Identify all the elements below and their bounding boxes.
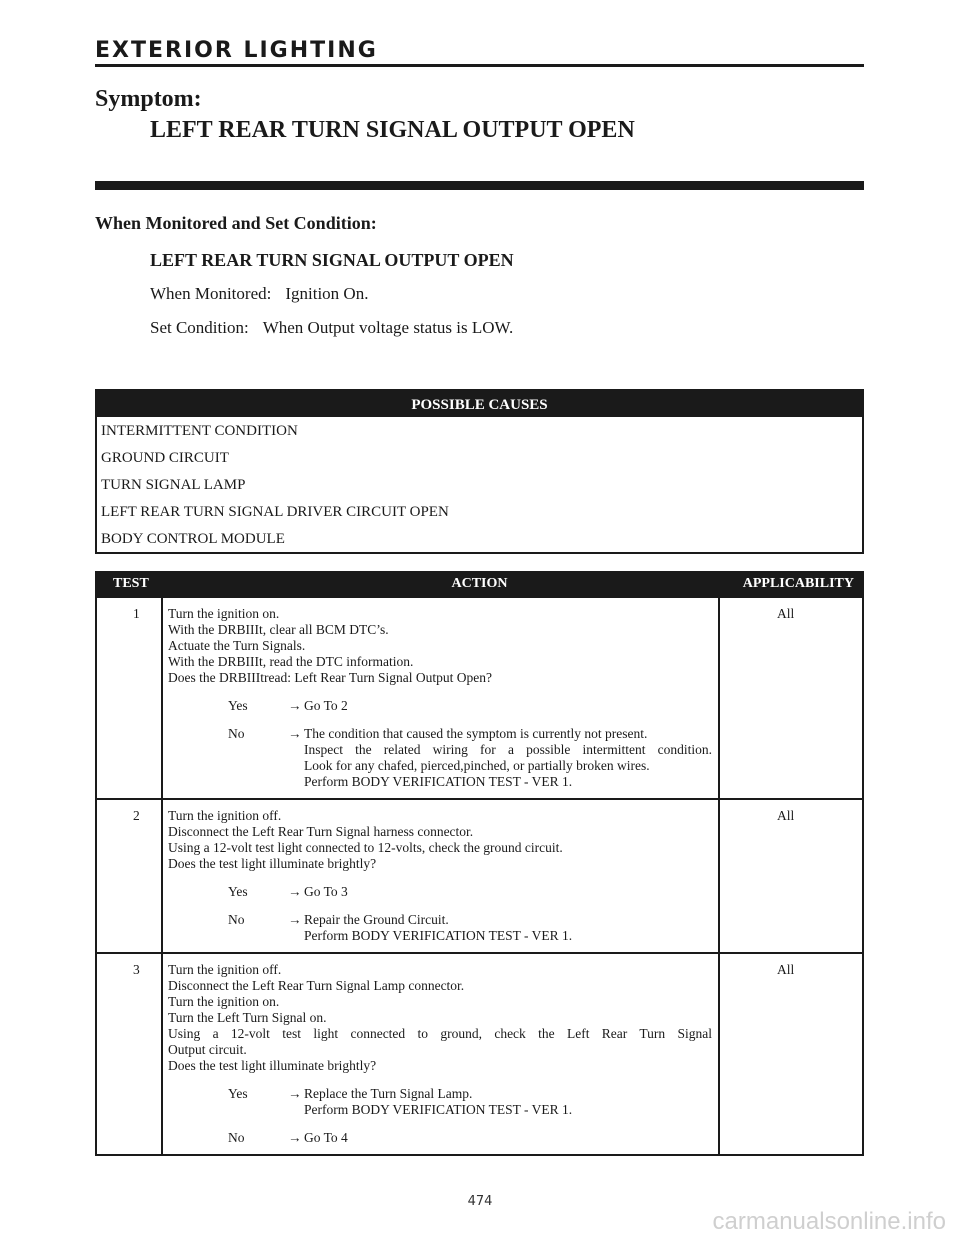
no-result: Perform BODY VERIFICATION TEST - VER 1.: [304, 774, 573, 789]
test-row: [97, 596, 862, 798]
yes-result: Go To 3: [304, 884, 348, 899]
set-condition-value: When Output voltage status is LOW.: [262, 318, 514, 337]
cause-item: INTERMITTENT CONDITION: [101, 423, 298, 439]
no-result: Perform BODY VERIFICATION TEST - VER 1.: [304, 928, 573, 943]
symptom-name: LEFT REAR TURN SIGNAL OUTPUT OPEN: [150, 117, 635, 143]
action-step: Does the DRBIIItread: Left Rear Turn Signal Output Open?: [168, 670, 492, 685]
symptom-rule: [95, 181, 864, 190]
arrow-icon: →: [288, 884, 302, 899]
applicability-value: All: [777, 808, 795, 823]
arrow-icon: →: [288, 1086, 302, 1101]
yes-label: Yes: [228, 884, 248, 899]
yes-answer: [168, 884, 712, 900]
action-step: Turn the ignition on.: [168, 994, 280, 1009]
cause-item: TURN SIGNAL LAMP: [101, 477, 246, 493]
no-result: Repair the Ground Circuit.: [304, 912, 449, 927]
test-row: [97, 952, 862, 1154]
no-result: Inspect the related wiring for a possible intermittent condition.: [304, 742, 712, 757]
applicability-value: All: [777, 606, 795, 621]
set-condition-line: [150, 318, 513, 338]
test-table: [95, 571, 864, 1156]
page-number: 474: [467, 1194, 493, 1209]
cause-item: BODY CONTROL MODULE: [101, 531, 285, 547]
monitor-title: When Monitored and Set Condition:: [95, 213, 377, 233]
action-step: With the DRBIIIt, read the DTC information.: [168, 654, 414, 669]
yes-answer: [168, 1086, 712, 1118]
test-action: [163, 954, 720, 1154]
cause-item: LEFT REAR TURN SIGNAL DRIVER CIRCUIT OPEN: [101, 504, 449, 520]
arrow-icon: →: [288, 726, 302, 741]
action-step: Using a 12-volt test light connected to 12-volts, check the ground circuit.: [168, 840, 563, 855]
header-rule: [95, 64, 864, 67]
no-result: Go To 4: [304, 1130, 348, 1145]
header-applicability: APPLICABILITY: [742, 576, 854, 591]
no-label: No: [228, 726, 245, 741]
action-step: Using a 12-volt test light connected to ground, check the Left Rear Turn Signal: [168, 1026, 712, 1041]
yes-result: Perform BODY VERIFICATION TEST - VER 1.: [304, 1102, 573, 1117]
no-answer: [168, 726, 712, 790]
no-label: No: [228, 1130, 245, 1145]
no-result: Look for any chafed, pierced,pinched, or partially broken wires.: [304, 758, 650, 773]
symptom-label: Symptom:: [95, 86, 202, 112]
action-step: Actuate the Turn Signals.: [168, 638, 306, 653]
action-step: Turn the ignition off.: [168, 962, 282, 977]
no-result: The condition that caused the symptom is currently not present.: [304, 726, 648, 741]
possible-causes-header: POSSIBLE CAUSES: [97, 391, 862, 417]
yes-result: Replace the Turn Signal Lamp.: [304, 1086, 473, 1101]
no-label: No: [228, 912, 245, 927]
header-action: ACTION: [451, 576, 508, 591]
action-step: Turn the Left Turn Signal on.: [168, 1010, 327, 1025]
test-number: 3: [133, 962, 140, 977]
action-step: Output circuit.: [168, 1042, 247, 1057]
arrow-icon: →: [288, 1130, 302, 1145]
possible-causes-table: [95, 389, 864, 554]
action-step: Turn the ignition on.: [168, 606, 280, 621]
monitor-subtitle: LEFT REAR TURN SIGNAL OUTPUT OPEN: [150, 250, 514, 270]
test-table-header: [97, 571, 862, 596]
action-step: Does the test light illuminate brightly?: [168, 1058, 377, 1073]
no-answer: [168, 1130, 712, 1146]
action-step: With the DRBIIIt, clear all BCM DTC’s.: [168, 622, 389, 637]
header-test: TEST: [113, 576, 149, 591]
no-answer: [168, 912, 712, 944]
set-condition-label: Set Condition:: [150, 318, 249, 337]
test-action: [163, 800, 720, 952]
yes-label: Yes: [228, 698, 248, 713]
yes-answer: [168, 698, 712, 714]
applicability-value: All: [777, 962, 795, 977]
watermark: carmanualsonline.info: [712, 1208, 946, 1235]
cause-item: GROUND CIRCUIT: [101, 450, 229, 466]
arrow-icon: →: [288, 912, 302, 927]
yes-label: Yes: [228, 1086, 248, 1101]
action-step: Turn the ignition off.: [168, 808, 282, 823]
test-number: 1: [133, 606, 140, 621]
when-monitored-label: When Monitored:: [150, 284, 272, 303]
test-row: [97, 798, 862, 952]
section-title: EXTERIOR LIGHTING: [95, 38, 378, 63]
yes-result: Go To 2: [304, 698, 348, 713]
when-monitored-line: [150, 284, 368, 304]
action-step: Disconnect the Left Rear Turn Signal harness connector.: [168, 824, 474, 839]
test-number: 2: [133, 808, 140, 823]
arrow-icon: →: [288, 698, 302, 713]
action-step: Does the test light illuminate brightly?: [168, 856, 377, 871]
when-monitored-value: Ignition On.: [285, 284, 369, 303]
test-action: [163, 598, 720, 798]
action-step: Disconnect the Left Rear Turn Signal Lamp connector.: [168, 978, 465, 993]
